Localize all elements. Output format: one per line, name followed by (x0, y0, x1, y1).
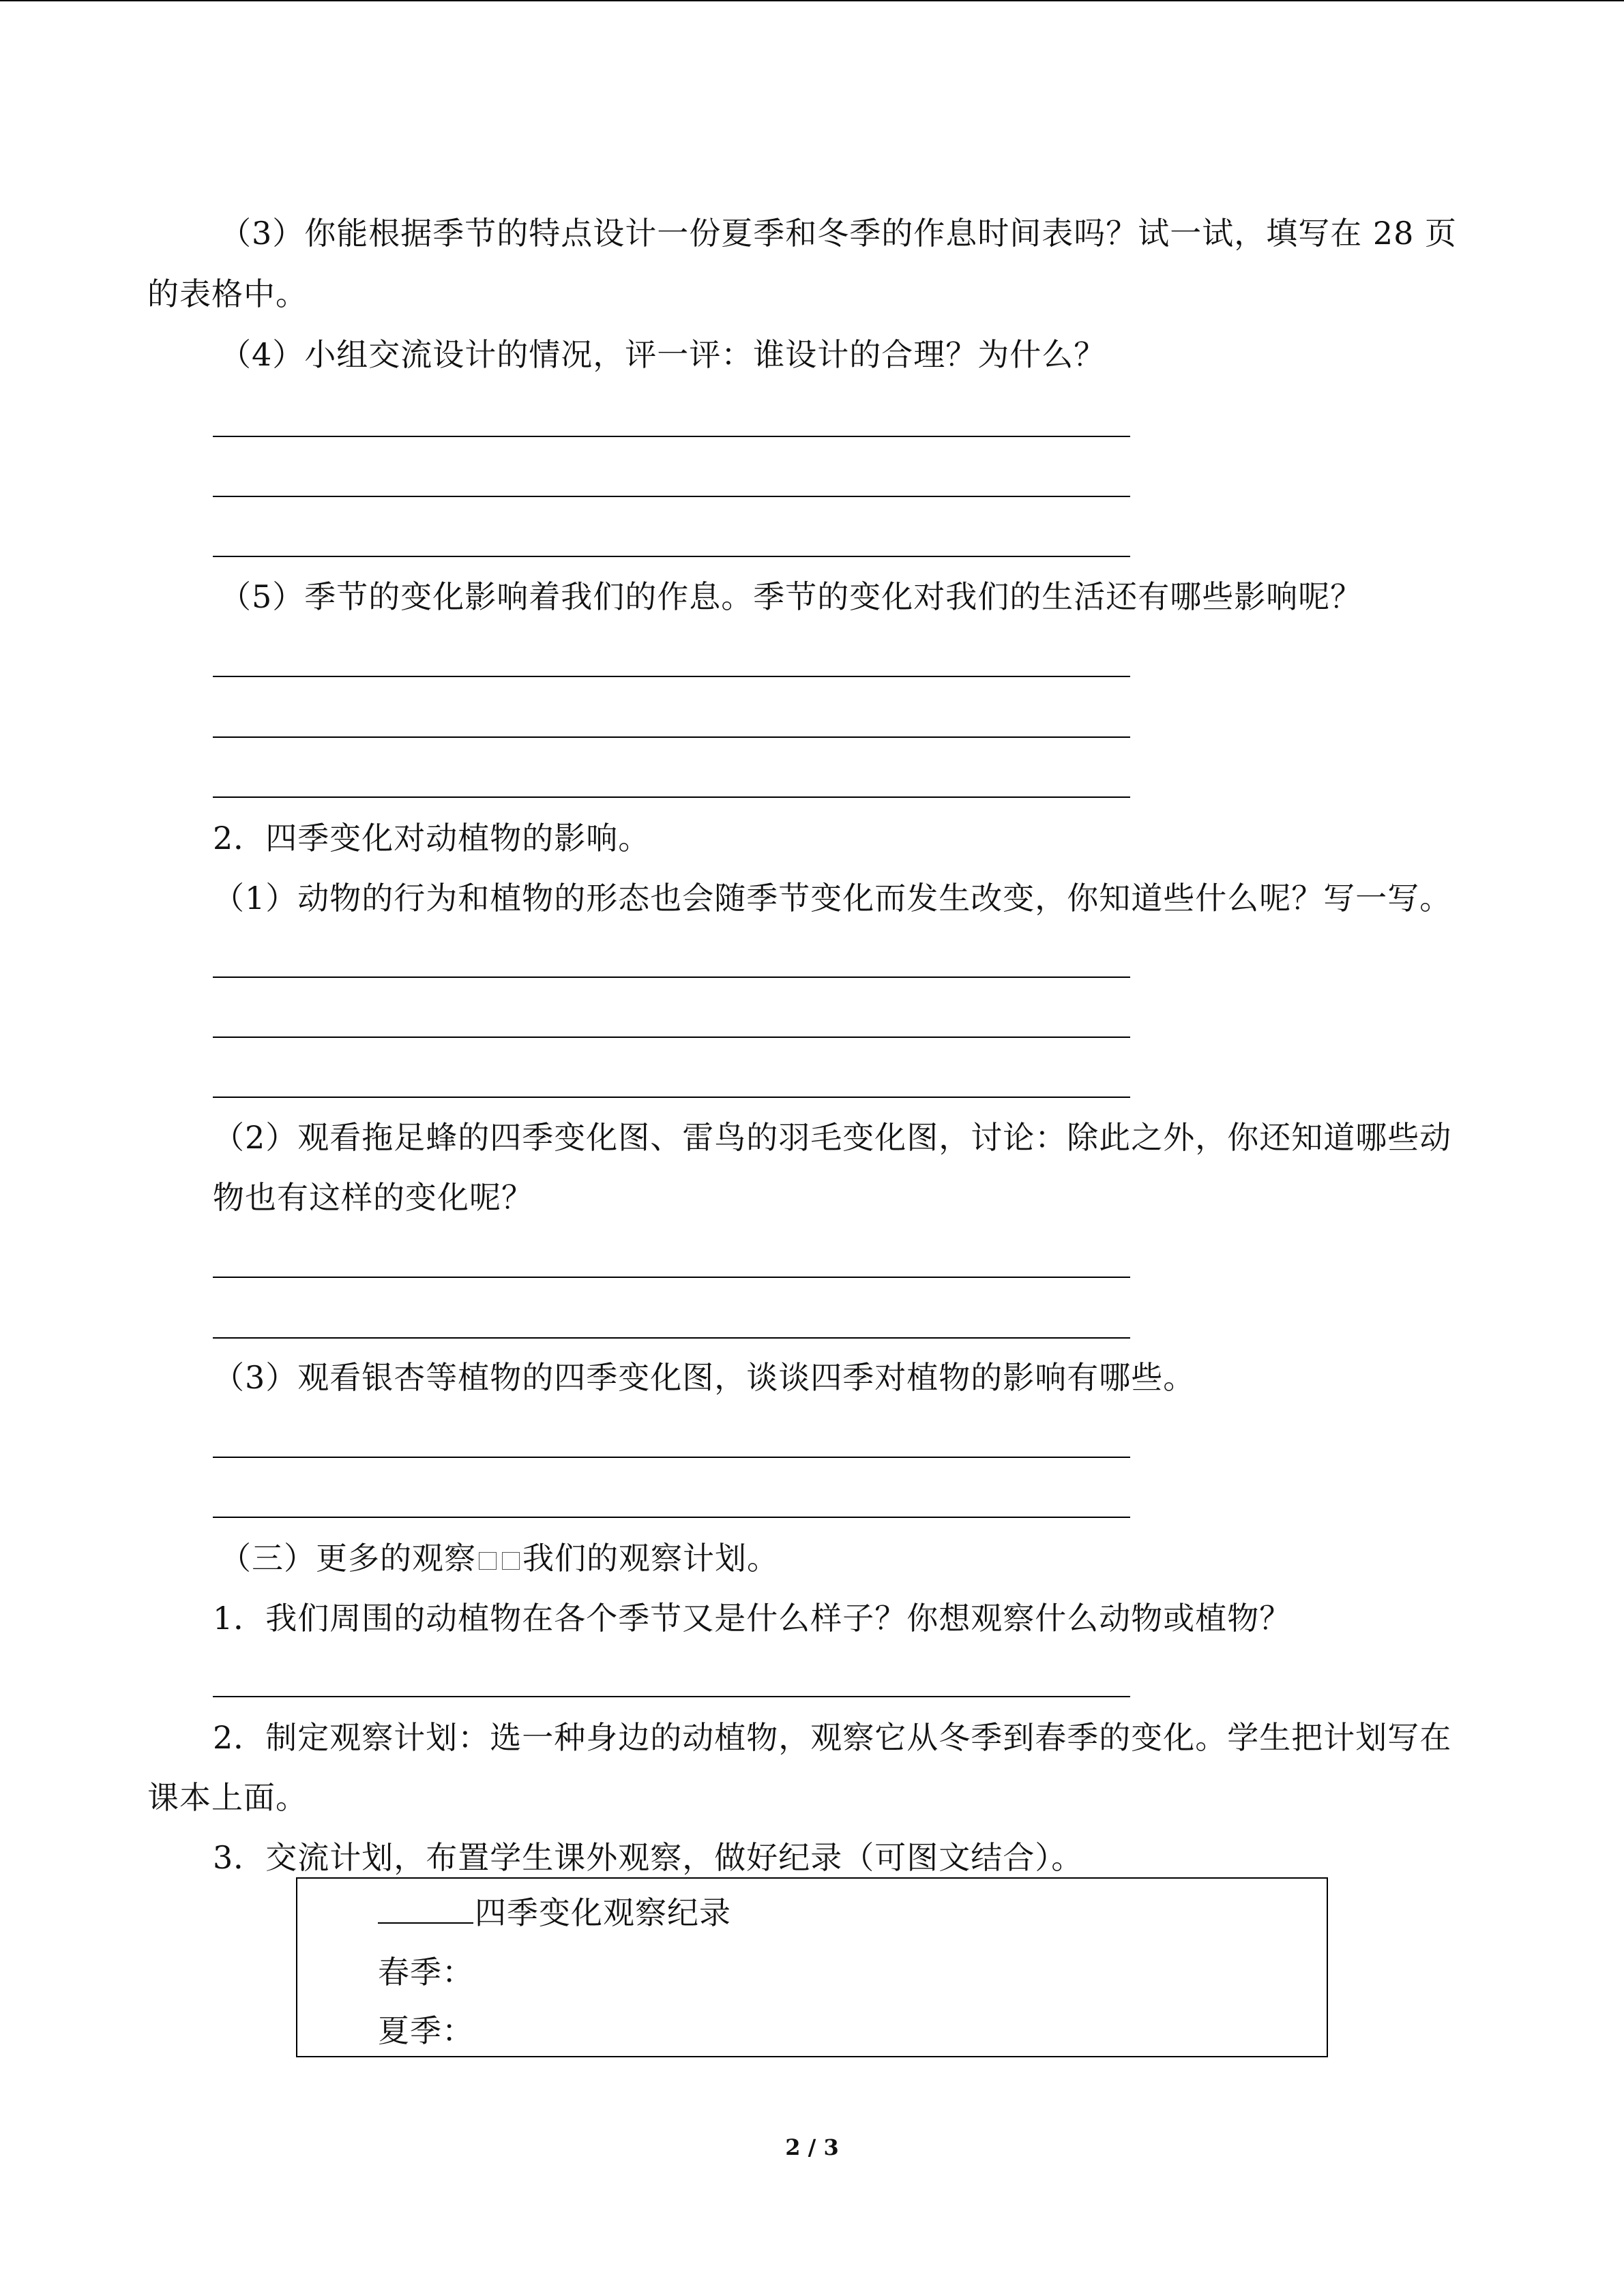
question-4: （4）小组交流设计的情况，评一评：谁设计的合理？为什么？ (220, 336, 1106, 373)
record-title-text: 四季变化观察纪录 (475, 1894, 731, 1931)
record-name-blank[interactable] (378, 1895, 473, 1924)
answer-line[interactable] (213, 796, 1130, 798)
observation-record-box (296, 1877, 1328, 2057)
section-3-title (220, 1539, 779, 1577)
section-3-item-3: 3．交流计划，布置学生课外观察，做好纪录（可图文结合）。 (213, 1839, 1084, 1876)
section-2-question-2-line-2: 物也有这样的变化呢？ (213, 1179, 533, 1216)
section-3-title-b: 我们的观察计划。 (522, 1540, 779, 1577)
section-2-question-1: （1）动物的行为和植物的形态也会随季节变化而发生改变，你知道些什么呢？写一写。 (213, 880, 1452, 916)
section-3-item-2-line-1: 2．制定观察计划：选一种身边的动植物，观察它从冬季到春季的变化。学生把计划写在 (213, 1719, 1452, 1756)
section-2-question-2-line-1: （2）观看拖足蜂的四季变化图、雷鸟的羽毛变化图，讨论：除此之外，你还知道哪些动 (213, 1119, 1452, 1156)
record-title (378, 1894, 731, 1932)
answer-line[interactable] (213, 496, 1130, 497)
section-2-question-3: （3）观看银杏等植物的四季变化图，谈谈四季对植物的影响有哪些。 (213, 1359, 1196, 1396)
answer-line[interactable] (213, 736, 1130, 738)
section-2-title: 2．四季变化对动植物的影响。 (213, 820, 651, 856)
section-3-item-1: 1．我们周围的动植物在各个季节又是什么样子？你想观察什么动物或植物？ (213, 1600, 1292, 1637)
missing-glyph-box (502, 1552, 520, 1570)
question-3-line-2: 的表格中。 (147, 275, 308, 312)
answer-line[interactable] (213, 1337, 1130, 1339)
answer-line[interactable] (213, 556, 1130, 557)
answer-line[interactable] (213, 436, 1130, 437)
record-spring: 春季： (378, 1954, 474, 1991)
answer-line[interactable] (213, 976, 1130, 978)
answer-line[interactable] (213, 676, 1130, 677)
section-3-item-2-line-2: 课本上面。 (147, 1779, 308, 1816)
answer-line[interactable] (213, 1517, 1130, 1518)
question-3-line-1: （3）你能根据季节的特点设计一份夏季和冬季的作息时间表吗？试一试，填写在 28 页 (220, 215, 1458, 252)
page-number: 2 / 3 (785, 2134, 839, 2160)
answer-line[interactable] (213, 1277, 1130, 1278)
answer-line[interactable] (213, 1457, 1130, 1458)
answer-line[interactable] (213, 1696, 1130, 1697)
question-5: （5）季节的变化影响着我们的作息。季节的变化对我们的生活还有哪些影响呢？ (220, 578, 1363, 615)
section-3-title-a: （三）更多的观察 (220, 1540, 476, 1577)
record-summer: 夏季： (378, 2012, 474, 2049)
answer-line[interactable] (213, 1097, 1130, 1098)
missing-glyph-box (479, 1552, 497, 1570)
answer-line[interactable] (213, 1037, 1130, 1038)
